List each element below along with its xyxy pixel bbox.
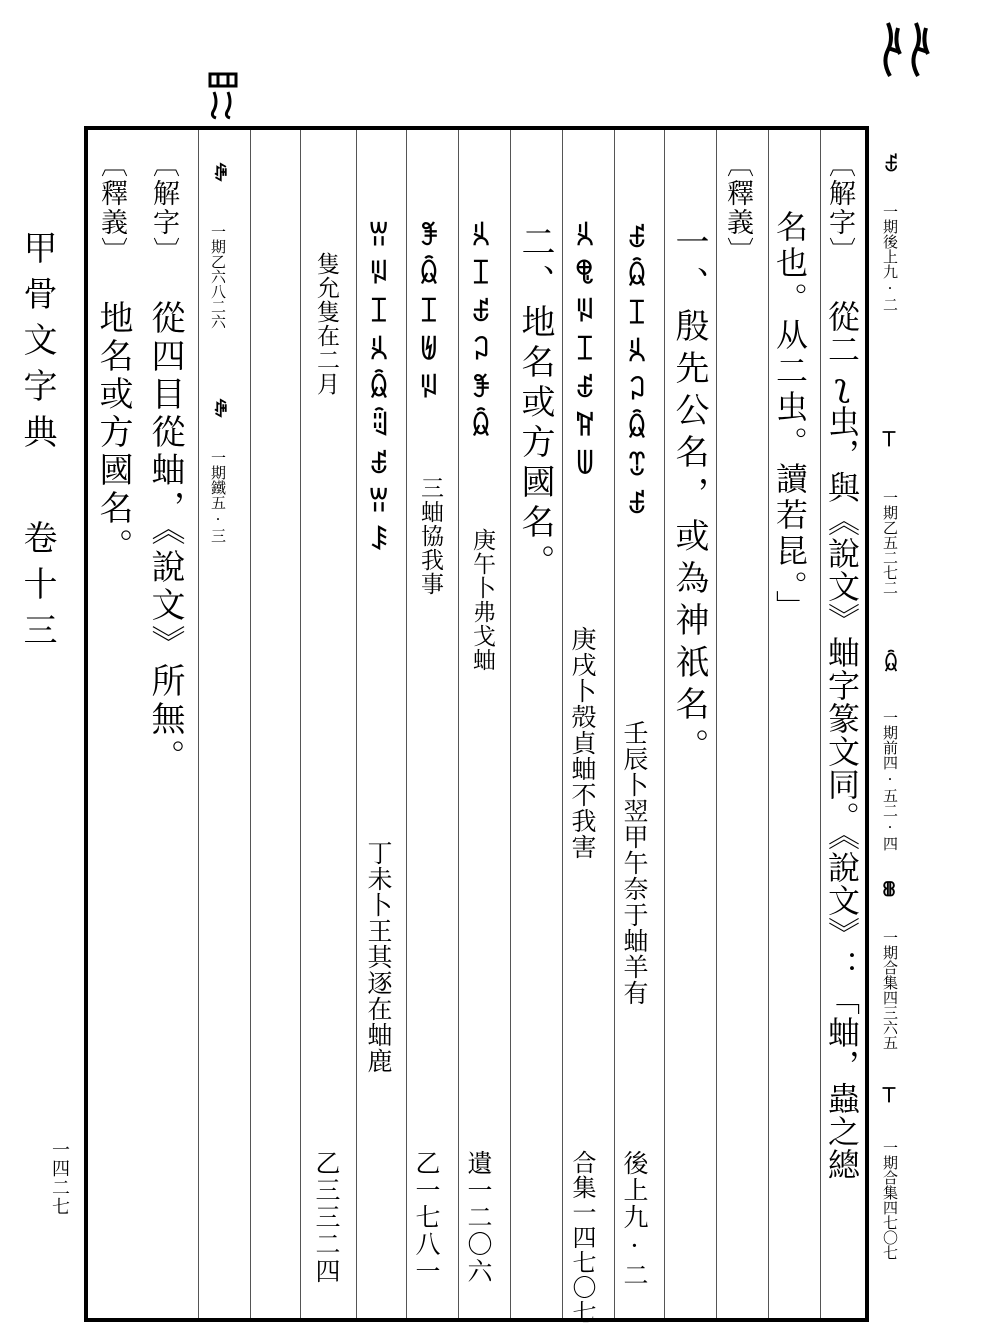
example-3-glyphs-icon: ꈞꀤꇝꃀꊈꆯ (464, 218, 494, 446)
jiezi-text-continued: 名也。从二虫。讀若昆。」 (771, 210, 809, 626)
example-4-text: 三蚰協我事 (417, 476, 443, 596)
form-period: 一期前四·五二·四 (881, 710, 899, 851)
volume-label: 卷十三 (17, 520, 57, 658)
form-period: 一期乙五二七二 (881, 490, 899, 595)
column-rule (768, 130, 769, 1318)
form-glyph-icon: ꔋ (878, 430, 902, 450)
form-period: 一期合集四三六五 (881, 930, 899, 1050)
form-glyph-icon: ꄵ (208, 396, 232, 422)
example-1-source: 後上九·二 (620, 1150, 649, 1289)
head-char-glyph-2-icon (206, 72, 240, 120)
jiezi-tag: 〔解字〕 (824, 150, 855, 266)
example-5-text: 丁未卜王其逐在蚰鹿 (364, 840, 393, 1074)
column-rule (820, 130, 821, 1318)
page-number: 一四二七 (49, 1140, 70, 1216)
head-char-glyph-icon (880, 18, 940, 88)
example-5-small: 隻允隻在二月 (313, 252, 339, 396)
form-glyph-icon: ꇝ (878, 150, 902, 176)
column-rule (614, 130, 615, 1318)
column-rule (300, 130, 301, 1318)
form-period: 一期合集四七〇七 (881, 1140, 899, 1260)
column-rule (562, 130, 563, 1318)
example-2-text: 庚戌卜殻貞蚰不我害 (568, 626, 597, 860)
column-rule (664, 130, 665, 1318)
example-4-glyphs-icon: ꊈꆯꀤꉅꂫ (412, 218, 442, 408)
column-rule (356, 130, 357, 1318)
column-rule (458, 130, 459, 1318)
jiezi-tag-2: 〔解字〕 (148, 150, 179, 266)
example-5-source: 乙三三二四 (312, 1150, 341, 1285)
example-2-source: 合集一四七〇七 (568, 1150, 596, 1325)
form-glyph-icon: ꄵ (208, 160, 232, 186)
example-1-glyphs-icon: ꇝꆯꀤꈞꃀꆯꀪꇝ (620, 220, 650, 524)
meaning-2: 二、地名或方國名。 (515, 224, 555, 584)
jiezi-text: 從二ʅ虫，與《說文》蚰字篆文同。《說文》：「蚰，蟲之總 (823, 300, 861, 1181)
example-2-glyphs-icon: ꈞꁸꂫꀤꇝꋐꅐ (568, 218, 598, 484)
form-glyph-icon: ꆯ (878, 650, 902, 676)
form-period: 一期乙六八二六 (209, 224, 227, 329)
jiezi-text-2: 從四目從蚰，《說文》所無。 (145, 300, 185, 777)
example-3-source: 遺一二〇六 (464, 1150, 493, 1285)
meaning-1: 一、殷先公名，或為神祇名。 (669, 224, 709, 770)
column-rule (510, 130, 511, 1318)
example-3-text: 庚午卜弗戈蚰 (469, 528, 495, 672)
column-rule (250, 130, 251, 1318)
shiyi-text-2: 地名或方國名。 (93, 300, 133, 566)
column-rule (716, 130, 717, 1318)
shiyi-tag: 〔釋義〕 (722, 150, 753, 266)
example-4-source: 乙一七八一 (412, 1150, 441, 1285)
example-5-glyphs-icon: ꀕꂫꀤꈞꆯꂤꇝꀕꄩ (362, 218, 392, 560)
form-period: 一期鐵五·三 (209, 450, 227, 543)
form-glyph-icon: ꕬ (878, 880, 902, 900)
shiyi-tag-2: 〔釋義〕 (96, 150, 127, 266)
form-glyph-icon: ꔋ (878, 1086, 902, 1106)
column-rule (198, 130, 199, 1318)
book-title: 甲骨文字典 (17, 230, 57, 460)
column-rule (406, 130, 407, 1318)
example-1-text: 壬辰卜翌甲午奈于蚰羊有 (620, 720, 649, 1006)
form-period: 一期後上九·二 (881, 204, 899, 312)
